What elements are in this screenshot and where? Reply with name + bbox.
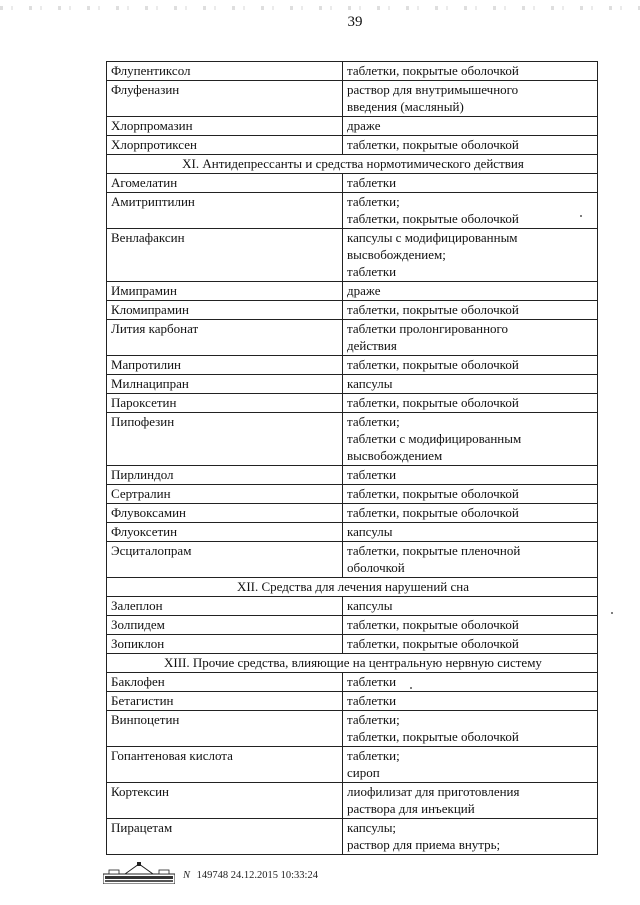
document-footer: [103, 862, 318, 884]
drug-name: Венлафаксин: [107, 229, 343, 282]
dosage-form-line: введения (масляный): [347, 99, 464, 114]
dosage-form: [343, 542, 598, 578]
dosage-form: [343, 692, 598, 711]
scan-top-edge: [0, 6, 640, 10]
drug-name: Агомелатин: [107, 174, 343, 193]
dosage-form: [343, 616, 598, 635]
dosage-form-line: таблетки;: [347, 194, 400, 209]
scan-speck: [410, 687, 412, 689]
drug-name: Пирлиндол: [107, 466, 343, 485]
drug-name: Сертралин: [107, 485, 343, 504]
dosage-form-line: капсулы: [347, 524, 393, 539]
section-heading-row: [107, 155, 598, 174]
dosage-form-line: таблетки с модифицированным: [347, 431, 522, 446]
dosage-form-line: таблетки, покрытые оболочкой: [347, 486, 519, 501]
drug-name: Флувоксамин: [107, 504, 343, 523]
drug-name: Эсциталопрам: [107, 542, 343, 578]
table-row: [107, 504, 598, 523]
dosage-form: [343, 282, 598, 301]
drug-name: Зопиклон: [107, 635, 343, 654]
drug-name: Пипофезин: [107, 413, 343, 466]
dosage-form-line: таблетки, покрытые оболочкой: [347, 211, 519, 226]
table-row: [107, 282, 598, 301]
drug-name: Хлорпромазин: [107, 117, 343, 136]
drug-name: Кломипрамин: [107, 301, 343, 320]
dosage-form-line: таблетки, покрытые оболочкой: [347, 505, 519, 520]
table-row: [107, 375, 598, 394]
dosage-form: [343, 783, 598, 819]
drug-name: Пароксетин: [107, 394, 343, 413]
dosage-form-line: драже: [347, 118, 381, 133]
dosage-form: [343, 62, 598, 81]
section-heading: XI. Антидепрессанты и средства нормотимического действия: [107, 155, 598, 174]
table-row: [107, 711, 598, 747]
table-row: [107, 819, 598, 855]
dosage-form-line: капсулы: [347, 598, 393, 613]
table-row: [107, 356, 598, 375]
drug-name: Кортексин: [107, 783, 343, 819]
table-row: [107, 229, 598, 282]
dosage-form-line: сироп: [347, 765, 380, 780]
dosage-form: [343, 394, 598, 413]
building-emblem-icon: [103, 862, 175, 884]
table-row: [107, 81, 598, 117]
drug-name: Флупентиксол: [107, 62, 343, 81]
dosage-form: [343, 819, 598, 855]
table-row: [107, 193, 598, 229]
table-row: [107, 747, 598, 783]
table-row: [107, 117, 598, 136]
dosage-form: [343, 466, 598, 485]
table-row: [107, 692, 598, 711]
table-row: [107, 616, 598, 635]
dosage-form-line: таблетки, покрытые оболочкой: [347, 395, 519, 410]
dosage-form-line: действия: [347, 338, 397, 353]
dosage-form-line: таблетки, покрытые оболочкой: [347, 729, 519, 744]
drug-table: [106, 61, 598, 855]
dosage-form: [343, 301, 598, 320]
dosage-form-line: капсулы;: [347, 820, 397, 835]
dosage-form: [343, 320, 598, 356]
footer-mark: N: [183, 870, 191, 881]
table-row: [107, 136, 598, 155]
dosage-form: [343, 504, 598, 523]
drug-name: Флуфеназин: [107, 81, 343, 117]
dosage-form-line: раствор для внутримышечного: [347, 82, 519, 97]
scan-speck: [611, 612, 613, 614]
drug-name: Винпоцетин: [107, 711, 343, 747]
dosage-form-line: раствора для инъекций: [347, 801, 475, 816]
dosage-form: [343, 117, 598, 136]
page-number: 39: [347, 14, 363, 30]
dosage-form-line: лиофилизат для приготовления: [347, 784, 520, 799]
dosage-form-line: таблетки;: [347, 414, 400, 429]
section-heading-row: [107, 578, 598, 597]
drug-name: Бетагистин: [107, 692, 343, 711]
dosage-form-line: таблетки, покрытые пленочной: [347, 543, 521, 558]
dosage-form: [343, 597, 598, 616]
dosage-form: [343, 673, 598, 692]
footer-datetime: 24.12.2015 10:33:24: [230, 870, 318, 881]
drug-name: Мапротилин: [107, 356, 343, 375]
dosage-form-line: таблетки, покрытые оболочкой: [347, 617, 519, 632]
drug-name: Лития карбонат: [107, 320, 343, 356]
dosage-form-line: высвобождением;: [347, 247, 446, 262]
dosage-form-line: таблетки;: [347, 712, 400, 727]
dosage-form-line: таблетки: [347, 264, 397, 279]
table-row: [107, 485, 598, 504]
scan-speck: [580, 215, 582, 217]
drug-name: Золпидем: [107, 616, 343, 635]
dosage-form: [343, 174, 598, 193]
dosage-form-line: таблетки;: [347, 748, 400, 763]
dosage-form-line: таблетки: [347, 674, 397, 689]
dosage-form-line: таблетки, покрытые оболочкой: [347, 63, 519, 78]
dosage-form-line: таблетки: [347, 467, 397, 482]
dosage-form: [343, 356, 598, 375]
drug-name: Залеплон: [107, 597, 343, 616]
drug-name: Пирацетам: [107, 819, 343, 855]
table-row: [107, 635, 598, 654]
table-row: [107, 301, 598, 320]
dosage-form: [343, 229, 598, 282]
table-row: [107, 413, 598, 466]
table-row: [107, 174, 598, 193]
drug-name: Имипрамин: [107, 282, 343, 301]
footer-doc-id: 149748: [196, 870, 229, 881]
dosage-form: [343, 193, 598, 229]
table-row: [107, 394, 598, 413]
dosage-form-line: таблетки: [347, 175, 397, 190]
drug-name: Флуоксетин: [107, 523, 343, 542]
section-heading: XIII. Прочие средства, влияющие на центральную нервную систему: [107, 654, 598, 673]
table-row: [107, 523, 598, 542]
dosage-form: [343, 81, 598, 117]
table-row: [107, 783, 598, 819]
drug-name: Баклофен: [107, 673, 343, 692]
dosage-form: [343, 523, 598, 542]
dosage-form-line: таблетки, покрытые оболочкой: [347, 137, 519, 152]
dosage-form: [343, 747, 598, 783]
dosage-form: [343, 635, 598, 654]
table-row: [107, 673, 598, 692]
dosage-form: [343, 485, 598, 504]
drug-name: Амитриптилин: [107, 193, 343, 229]
dosage-form-line: капсулы с модифицированным: [347, 230, 518, 245]
dosage-form-line: драже: [347, 283, 381, 298]
drug-name: Милнаципран: [107, 375, 343, 394]
dosage-form-line: таблетки, покрытые оболочкой: [347, 636, 519, 651]
drug-name: Хлорпротиксен: [107, 136, 343, 155]
drug-name: Гопантеновая кислота: [107, 747, 343, 783]
table-row: [107, 62, 598, 81]
dosage-form-line: раствор для приема внутрь;: [347, 837, 501, 852]
dosage-form-line: капсулы: [347, 376, 393, 391]
table-row: [107, 466, 598, 485]
table-row: [107, 597, 598, 616]
dosage-form: [343, 711, 598, 747]
dosage-form: [343, 413, 598, 466]
dosage-form: [343, 136, 598, 155]
dosage-form-line: таблетки, покрытые оболочкой: [347, 357, 519, 372]
dosage-form-line: высвобождением: [347, 448, 443, 463]
dosage-form-line: оболочкой: [347, 560, 405, 575]
section-heading: XII. Средства для лечения нарушений сна: [107, 578, 598, 597]
dosage-form-line: таблетки пролонгированного: [347, 321, 509, 336]
section-heading-row: [107, 654, 598, 673]
table-row: [107, 320, 598, 356]
dosage-form: [343, 375, 598, 394]
dosage-form-line: таблетки: [347, 693, 397, 708]
table-row: [107, 542, 598, 578]
dosage-form-line: таблетки, покрытые оболочкой: [347, 302, 519, 317]
footer-stamp: [183, 870, 318, 881]
